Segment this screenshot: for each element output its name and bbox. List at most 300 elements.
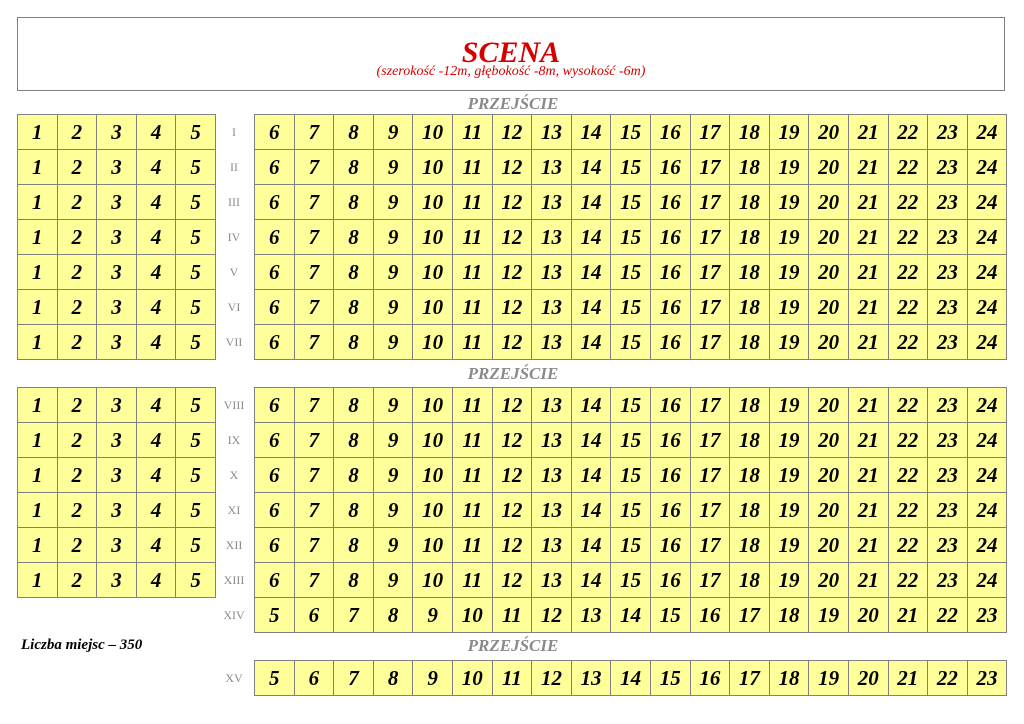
seat[interactable]: 7 (295, 563, 335, 598)
seat[interactable]: 2 (58, 563, 98, 598)
seat[interactable]: 15 (611, 325, 651, 360)
seat[interactable]: 4 (137, 185, 177, 220)
seat[interactable]: 21 (849, 185, 889, 220)
seat[interactable]: 14 (611, 598, 651, 633)
seat[interactable]: 13 (532, 115, 572, 150)
seat[interactable]: 21 (889, 661, 929, 696)
seat[interactable]: 11 (453, 290, 493, 325)
seat[interactable]: 13 (532, 528, 572, 563)
seat[interactable]: 19 (770, 150, 810, 185)
seat[interactable]: 1 (18, 290, 58, 325)
seat[interactable]: 14 (572, 388, 612, 423)
seat[interactable]: 14 (572, 290, 612, 325)
seat[interactable]: 5 (176, 185, 216, 220)
seat[interactable]: 18 (730, 150, 770, 185)
seat[interactable]: 5 (176, 563, 216, 598)
seat[interactable]: 21 (849, 388, 889, 423)
seat[interactable]: 2 (58, 458, 98, 493)
seat[interactable]: 22 (889, 115, 929, 150)
seat[interactable]: 24 (968, 325, 1008, 360)
seat[interactable]: 20 (809, 115, 849, 150)
seat[interactable]: 17 (691, 563, 731, 598)
seat[interactable]: 8 (334, 493, 374, 528)
seat[interactable]: 10 (453, 598, 493, 633)
seat[interactable]: 14 (611, 661, 651, 696)
seat[interactable]: 14 (572, 325, 612, 360)
seat[interactable]: 14 (572, 563, 612, 598)
seat[interactable]: 6 (255, 220, 295, 255)
seat[interactable]: 20 (809, 185, 849, 220)
seat[interactable]: 10 (413, 185, 453, 220)
seat[interactable]: 13 (532, 325, 572, 360)
seat[interactable]: 19 (770, 423, 810, 458)
seat[interactable]: 6 (255, 493, 295, 528)
seat[interactable]: 1 (18, 325, 58, 360)
seat[interactable]: 24 (968, 493, 1008, 528)
seat[interactable]: 5 (176, 458, 216, 493)
seat[interactable]: 23 (968, 598, 1008, 633)
seat[interactable]: 8 (334, 185, 374, 220)
seat[interactable]: 8 (374, 661, 414, 696)
seat[interactable]: 17 (730, 598, 770, 633)
seat[interactable]: 8 (334, 528, 374, 563)
seat[interactable]: 6 (295, 598, 335, 633)
seat[interactable]: 18 (770, 598, 810, 633)
seat[interactable]: 22 (928, 661, 968, 696)
seat[interactable]: 24 (968, 423, 1008, 458)
seat[interactable]: 2 (58, 220, 98, 255)
seat[interactable]: 16 (651, 255, 691, 290)
seat[interactable]: 5 (255, 661, 295, 696)
seat[interactable]: 17 (691, 458, 731, 493)
seat[interactable]: 8 (374, 598, 414, 633)
seat[interactable]: 10 (413, 150, 453, 185)
seat[interactable]: 16 (651, 185, 691, 220)
seat[interactable]: 19 (770, 388, 810, 423)
seat[interactable]: 2 (58, 325, 98, 360)
seat[interactable]: 15 (611, 185, 651, 220)
seat[interactable]: 20 (809, 563, 849, 598)
seat[interactable]: 17 (691, 255, 731, 290)
seat[interactable]: 22 (889, 528, 929, 563)
seat[interactable]: 20 (809, 290, 849, 325)
seat[interactable]: 9 (374, 325, 414, 360)
seat[interactable]: 15 (611, 493, 651, 528)
seat[interactable]: 24 (968, 563, 1008, 598)
seat[interactable]: 6 (255, 423, 295, 458)
seat[interactable]: 9 (374, 528, 414, 563)
seat[interactable]: 21 (849, 563, 889, 598)
seat[interactable]: 22 (889, 255, 929, 290)
seat[interactable]: 15 (611, 528, 651, 563)
seat[interactable]: 20 (809, 150, 849, 185)
seat[interactable]: 21 (889, 598, 929, 633)
seat[interactable]: 23 (968, 661, 1008, 696)
seat[interactable]: 17 (691, 528, 731, 563)
seat[interactable]: 4 (137, 220, 177, 255)
seat[interactable]: 6 (255, 185, 295, 220)
seat[interactable]: 5 (176, 528, 216, 563)
seat[interactable]: 23 (928, 458, 968, 493)
seat[interactable]: 12 (493, 115, 533, 150)
seat[interactable]: 17 (691, 325, 731, 360)
seat[interactable]: 22 (889, 563, 929, 598)
seat[interactable]: 6 (255, 325, 295, 360)
seat[interactable]: 3 (97, 150, 137, 185)
seat[interactable]: 18 (730, 255, 770, 290)
seat[interactable]: 19 (770, 563, 810, 598)
seat[interactable]: 1 (18, 493, 58, 528)
seat[interactable]: 16 (651, 150, 691, 185)
seat[interactable]: 19 (809, 598, 849, 633)
seat[interactable]: 12 (493, 458, 533, 493)
seat[interactable]: 14 (572, 493, 612, 528)
seat[interactable]: 5 (176, 325, 216, 360)
seat[interactable]: 17 (691, 150, 731, 185)
seat[interactable]: 21 (849, 458, 889, 493)
seat[interactable]: 13 (532, 290, 572, 325)
seat[interactable]: 16 (651, 423, 691, 458)
seat[interactable]: 11 (493, 598, 533, 633)
seat[interactable]: 18 (730, 325, 770, 360)
seat[interactable]: 12 (493, 325, 533, 360)
seat[interactable]: 10 (453, 661, 493, 696)
seat[interactable]: 3 (97, 493, 137, 528)
seat[interactable]: 15 (611, 458, 651, 493)
seat[interactable]: 10 (413, 325, 453, 360)
seat[interactable]: 17 (691, 423, 731, 458)
seat[interactable]: 11 (453, 528, 493, 563)
seat[interactable]: 15 (651, 661, 691, 696)
seat[interactable]: 2 (58, 290, 98, 325)
seat[interactable]: 14 (572, 528, 612, 563)
seat[interactable]: 13 (532, 150, 572, 185)
seat[interactable]: 12 (493, 255, 533, 290)
seat[interactable]: 7 (295, 493, 335, 528)
seat[interactable]: 16 (651, 115, 691, 150)
seat[interactable]: 4 (137, 388, 177, 423)
seat[interactable]: 12 (493, 150, 533, 185)
seat[interactable]: 20 (809, 255, 849, 290)
seat[interactable]: 12 (493, 528, 533, 563)
seat[interactable]: 9 (374, 115, 414, 150)
seat[interactable]: 6 (295, 661, 335, 696)
seat[interactable]: 6 (255, 388, 295, 423)
seat[interactable]: 16 (651, 563, 691, 598)
seat[interactable]: 1 (18, 423, 58, 458)
seat[interactable]: 4 (137, 423, 177, 458)
seat[interactable]: 10 (413, 220, 453, 255)
seat[interactable]: 12 (532, 598, 572, 633)
seat[interactable]: 5 (176, 115, 216, 150)
seat[interactable]: 3 (97, 115, 137, 150)
seat[interactable]: 7 (295, 115, 335, 150)
seat[interactable]: 4 (137, 255, 177, 290)
seat[interactable]: 2 (58, 528, 98, 563)
seat[interactable]: 9 (374, 220, 414, 255)
seat[interactable]: 23 (928, 255, 968, 290)
seat[interactable]: 3 (97, 528, 137, 563)
seat[interactable]: 22 (889, 325, 929, 360)
seat[interactable]: 17 (691, 493, 731, 528)
seat[interactable]: 13 (532, 220, 572, 255)
seat[interactable]: 15 (611, 563, 651, 598)
seat[interactable]: 1 (18, 458, 58, 493)
seat[interactable]: 4 (137, 150, 177, 185)
seat[interactable]: 11 (453, 115, 493, 150)
seat[interactable]: 6 (255, 458, 295, 493)
seat[interactable]: 16 (651, 290, 691, 325)
seat[interactable]: 12 (493, 423, 533, 458)
seat[interactable]: 21 (849, 255, 889, 290)
seat[interactable]: 13 (572, 598, 612, 633)
seat[interactable]: 12 (532, 661, 572, 696)
seat[interactable]: 3 (97, 423, 137, 458)
seat[interactable]: 13 (532, 493, 572, 528)
seat[interactable]: 23 (928, 150, 968, 185)
seat[interactable]: 22 (889, 150, 929, 185)
seat[interactable]: 12 (493, 220, 533, 255)
seat[interactable]: 21 (849, 220, 889, 255)
seat[interactable]: 20 (809, 423, 849, 458)
seat[interactable]: 17 (691, 185, 731, 220)
seat[interactable]: 7 (295, 528, 335, 563)
seat[interactable]: 18 (730, 185, 770, 220)
seat[interactable]: 24 (968, 255, 1008, 290)
seat[interactable]: 8 (334, 255, 374, 290)
seat[interactable]: 22 (889, 220, 929, 255)
seat[interactable]: 19 (770, 458, 810, 493)
seat[interactable]: 13 (532, 388, 572, 423)
seat[interactable]: 4 (137, 528, 177, 563)
seat[interactable]: 13 (532, 563, 572, 598)
seat[interactable]: 17 (691, 115, 731, 150)
seat[interactable]: 2 (58, 185, 98, 220)
seat[interactable]: 9 (374, 423, 414, 458)
seat[interactable]: 10 (413, 493, 453, 528)
seat[interactable]: 3 (97, 458, 137, 493)
seat[interactable]: 8 (334, 388, 374, 423)
seat[interactable]: 12 (493, 388, 533, 423)
seat[interactable]: 6 (255, 290, 295, 325)
seat[interactable]: 15 (611, 220, 651, 255)
seat[interactable]: 3 (97, 185, 137, 220)
seat[interactable]: 18 (730, 423, 770, 458)
seat[interactable]: 24 (968, 458, 1008, 493)
seat[interactable]: 11 (453, 220, 493, 255)
seat[interactable]: 12 (493, 185, 533, 220)
seat[interactable]: 8 (334, 115, 374, 150)
seat[interactable]: 2 (58, 388, 98, 423)
seat[interactable]: 3 (97, 220, 137, 255)
seat[interactable]: 9 (374, 493, 414, 528)
seat[interactable]: 5 (176, 423, 216, 458)
seat[interactable]: 20 (849, 598, 889, 633)
seat[interactable]: 10 (413, 563, 453, 598)
seat[interactable]: 7 (295, 325, 335, 360)
seat[interactable]: 18 (730, 528, 770, 563)
seat[interactable]: 7 (295, 458, 335, 493)
seat[interactable]: 9 (413, 598, 453, 633)
seat[interactable]: 15 (611, 115, 651, 150)
seat[interactable]: 8 (334, 290, 374, 325)
seat[interactable]: 21 (849, 528, 889, 563)
seat[interactable]: 2 (58, 255, 98, 290)
seat[interactable]: 10 (413, 423, 453, 458)
seat[interactable]: 15 (611, 255, 651, 290)
seat[interactable]: 13 (532, 458, 572, 493)
seat[interactable]: 23 (928, 388, 968, 423)
seat[interactable]: 20 (809, 388, 849, 423)
seat[interactable]: 20 (809, 220, 849, 255)
seat[interactable]: 16 (691, 598, 731, 633)
seat[interactable]: 11 (453, 388, 493, 423)
seat[interactable]: 1 (18, 150, 58, 185)
seat[interactable]: 4 (137, 115, 177, 150)
seat[interactable]: 19 (770, 255, 810, 290)
seat[interactable]: 21 (849, 290, 889, 325)
seat[interactable]: 3 (97, 325, 137, 360)
seat[interactable]: 19 (770, 493, 810, 528)
seat[interactable]: 2 (58, 115, 98, 150)
seat[interactable]: 17 (691, 220, 731, 255)
seat[interactable]: 9 (374, 185, 414, 220)
seat[interactable]: 24 (968, 290, 1008, 325)
seat[interactable]: 14 (572, 423, 612, 458)
seat[interactable]: 5 (255, 598, 295, 633)
seat[interactable]: 5 (176, 290, 216, 325)
seat[interactable]: 7 (334, 661, 374, 696)
seat[interactable]: 1 (18, 220, 58, 255)
seat[interactable]: 21 (849, 325, 889, 360)
seat[interactable]: 15 (611, 150, 651, 185)
seat[interactable]: 21 (849, 115, 889, 150)
seat[interactable]: 19 (770, 115, 810, 150)
seat[interactable]: 14 (572, 458, 612, 493)
seat[interactable]: 15 (611, 388, 651, 423)
seat[interactable]: 7 (295, 388, 335, 423)
seat[interactable]: 7 (334, 598, 374, 633)
seat[interactable]: 19 (770, 220, 810, 255)
seat[interactable]: 16 (651, 388, 691, 423)
seat[interactable]: 23 (928, 528, 968, 563)
seat[interactable]: 7 (295, 255, 335, 290)
seat[interactable]: 3 (97, 290, 137, 325)
seat[interactable]: 21 (849, 423, 889, 458)
seat[interactable]: 11 (453, 458, 493, 493)
seat[interactable]: 18 (730, 290, 770, 325)
seat[interactable]: 4 (137, 325, 177, 360)
seat[interactable]: 5 (176, 220, 216, 255)
seat[interactable]: 22 (889, 458, 929, 493)
seat[interactable]: 4 (137, 458, 177, 493)
seat[interactable]: 23 (928, 563, 968, 598)
seat[interactable]: 18 (730, 493, 770, 528)
seat[interactable]: 11 (453, 423, 493, 458)
seat[interactable]: 7 (295, 290, 335, 325)
seat[interactable]: 14 (572, 220, 612, 255)
seat[interactable]: 18 (730, 220, 770, 255)
seat[interactable]: 24 (968, 150, 1008, 185)
seat[interactable]: 11 (453, 493, 493, 528)
seat[interactable]: 14 (572, 255, 612, 290)
seat[interactable]: 6 (255, 528, 295, 563)
seat[interactable]: 10 (413, 388, 453, 423)
seat[interactable]: 5 (176, 493, 216, 528)
seat[interactable]: 14 (572, 115, 612, 150)
seat[interactable]: 23 (928, 290, 968, 325)
seat[interactable]: 3 (97, 388, 137, 423)
seat[interactable]: 17 (691, 388, 731, 423)
seat[interactable]: 1 (18, 563, 58, 598)
seat[interactable]: 19 (770, 325, 810, 360)
seat[interactable]: 23 (928, 220, 968, 255)
seat[interactable]: 7 (295, 220, 335, 255)
seat[interactable]: 24 (968, 220, 1008, 255)
seat[interactable]: 1 (18, 255, 58, 290)
seat[interactable]: 21 (849, 150, 889, 185)
seat[interactable]: 5 (176, 150, 216, 185)
seat[interactable]: 16 (651, 220, 691, 255)
seat[interactable]: 16 (651, 493, 691, 528)
seat[interactable]: 19 (770, 528, 810, 563)
seat[interactable]: 9 (374, 563, 414, 598)
seat[interactable]: 8 (334, 325, 374, 360)
seat[interactable]: 9 (374, 290, 414, 325)
seat[interactable]: 6 (255, 150, 295, 185)
seat[interactable]: 24 (968, 388, 1008, 423)
seat[interactable]: 17 (730, 661, 770, 696)
seat[interactable]: 19 (770, 185, 810, 220)
seat[interactable]: 6 (255, 255, 295, 290)
seat[interactable]: 22 (928, 598, 968, 633)
seat[interactable]: 22 (889, 290, 929, 325)
seat[interactable]: 2 (58, 493, 98, 528)
seat[interactable]: 12 (493, 493, 533, 528)
seat[interactable]: 3 (97, 563, 137, 598)
seat[interactable]: 23 (928, 423, 968, 458)
seat[interactable]: 15 (611, 290, 651, 325)
seat[interactable]: 23 (928, 325, 968, 360)
seat[interactable]: 24 (968, 115, 1008, 150)
seat[interactable]: 8 (334, 150, 374, 185)
seat[interactable]: 2 (58, 150, 98, 185)
seat[interactable]: 18 (770, 661, 810, 696)
seat[interactable]: 11 (493, 661, 533, 696)
seat[interactable]: 18 (730, 563, 770, 598)
seat[interactable]: 11 (453, 185, 493, 220)
seat[interactable]: 16 (651, 325, 691, 360)
seat[interactable]: 17 (691, 290, 731, 325)
seat[interactable]: 10 (413, 290, 453, 325)
seat[interactable]: 12 (493, 290, 533, 325)
seat[interactable]: 12 (493, 563, 533, 598)
seat[interactable]: 18 (730, 115, 770, 150)
seat[interactable]: 2 (58, 423, 98, 458)
seat[interactable]: 15 (651, 598, 691, 633)
seat[interactable]: 4 (137, 563, 177, 598)
seat[interactable]: 7 (295, 150, 335, 185)
seat[interactable]: 24 (968, 528, 1008, 563)
seat[interactable]: 22 (889, 493, 929, 528)
seat[interactable]: 22 (889, 423, 929, 458)
seat[interactable]: 14 (572, 185, 612, 220)
seat[interactable]: 14 (572, 150, 612, 185)
seat[interactable]: 7 (295, 185, 335, 220)
seat[interactable]: 6 (255, 563, 295, 598)
seat[interactable]: 20 (809, 528, 849, 563)
seat[interactable]: 23 (928, 115, 968, 150)
